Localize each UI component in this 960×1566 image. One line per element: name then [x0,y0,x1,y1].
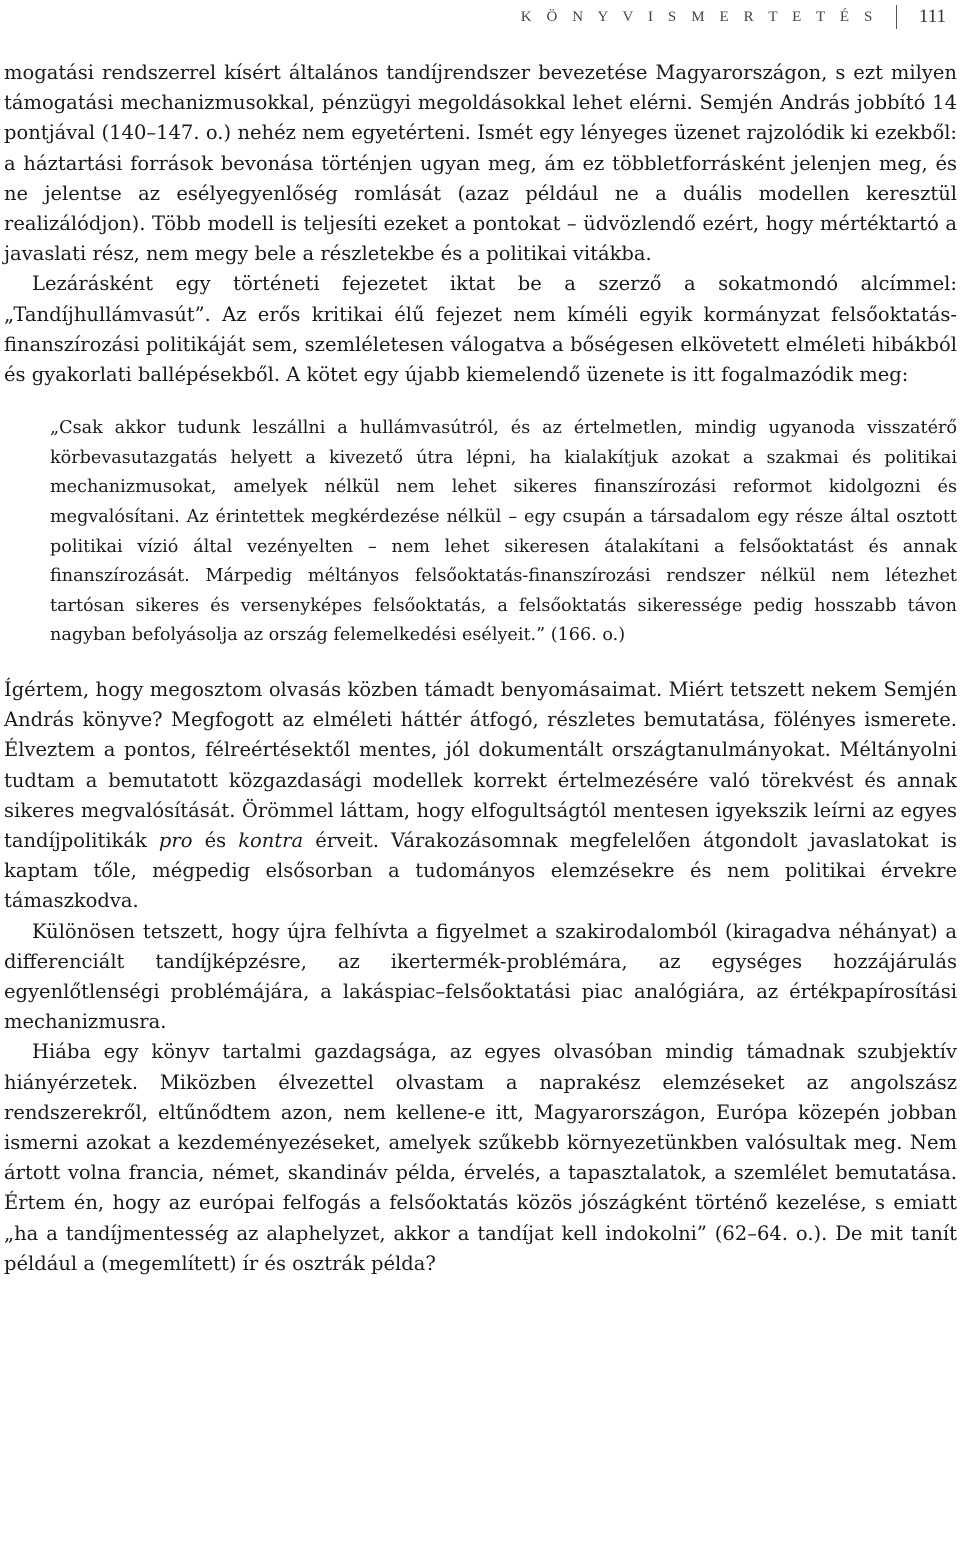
block-quote [50,414,957,651]
paragraph-3 [4,675,957,917]
paragraph-1: mogatási rendszerrel kísért általános tandíjrendszer bevezetése Magyarországon, s ezt milyen támogatási mechanizmusokkal, pénzügyi megoldásokkal lehet elérni. Semjén András jobbító 14 pontjával (140–147. o.) nehéz nem egyetérteni. Ismét egy lényeges üzenet rajzolódik ki ezekből: a háztartási források bevonása történjen ugyan meg, ám ez többletforrásként jelenjen meg, és ne jelentse az esélyegyenlőség romlását (azaz például ne a duális modellen keresztül realizálódjon). Több modell is teljesíti ezeket a pontokat – üdvözlendő ezért, hogy mértéktartó a javaslati rész, nem megy bele a részletekbe és a politikai vitákba. [4,61,957,266]
block-quote-text: „Csak akkor tudunk leszállni a hullámvasútról, és az értelmetlen, mindig ugyanoda visszatérő körbevasutazgatás helyett a kivezető útra lépni, ha kialakítjuk azokat a szakmai és politikai mechanizmusokat, amelyek nélkül nem lehet sikeres finanszírozási reformot kidolgozni és megvalósítani. Az érintettek megkérdezése nélkül – egy csupán a társadalom egy része által osztott politikai vízió által vezényelten – nem lehet sikeresen átalakítani a felsőoktatást és annak finanszírozását. Márpedig méltányos felsőoktatás-finanszírozási rendszer nélkül nem létezhet tartósan sikeres és versenyképes felsőoktatás, a felsőoktatás sikeressége pedig hosszabb távon nagyban befolyásolja az ország felemelkedési esélyeit.” (166. o.) [50,418,957,646]
running-head-divider [896,5,897,29]
paragraph-3-text-a: Ígértem, hogy megosztom olvasás közben támadt benyomásaimat. Miért tetszett nekem Semjén András könyve? Megfogott az elméleti háttér átfogó, részletes bemutatása, fölényes ismerete. Élveztem a pontos, félreértésektől mentes, jól dokumentált országtanulmányokat. Méltányolni tudtam a bemutatott közgazdasági modellek korrekt értelmezésére való törekvést és annak sikeres megvalósítását. Örömmel láttam, hogy elfogultságtól mentesen igyekszik leírni az egyes tandíjpolitikák [4,677,957,852]
running-head [521,4,946,30]
paragraph-5: Hiába egy könyv tartalmi gazdagsága, az egyes olvasóban mindig támadnak szubjektív hiányérzetek. Miközben élvezettel olvastam a naprakész elemzéseket az angolszász rendszerekről, eltűnődtem azon, nem kellene-e itt, Magyarországon, Európa közepén jobban ismerni azokat a kezdeményezéseket, amelyek szűkebb környezetünkben valósultak meg. Nem ártott volna francia, német, skandináv példa, érvelés, a tapasztalatok, a szemlélet bemutatása. Értem én, hogy az európai felfogás a felsőoktatás közös jószágként történő kezelése, s emiatt „ha a tandíjmentesség az alaphelyzet, akkor a tandíjat kell indokolni” (62–64. o.). De mit tanít például a (megemlített) ír és osztrák példa? [4,1040,957,1275]
paragraph-3-emphasis-pro: pro [158,829,193,852]
paragraph-3-text-b: érveit. Várakozásomnak megfelelően átgondolt javaslatokat is kaptam tőle, mégpedig elsősorban a tudományos elemzésekre és nem politikai érvekre támaszkodva. [4,829,957,913]
paragraph-3-emphasis-kontra: kontra [238,829,304,852]
page-number: 111 [918,6,946,27]
paragraph-3-conjunction: és [192,829,239,852]
paragraph-2: Lezárásként egy történeti fejezetet iktat be a szerző a sokatmondó alcímmel: „Tandíjhullámvasút”. Az erős kritikai élű fejezet nem kíméli egyik kormányzat felsőoktatás-finanszírozási politikáját sem, szemléletesen válogatva a bőségesen elkövetett elméleti hibákból és gyakorlati ballépésekből. A kötet egy újabb kiemelendő üzenete is itt fogalmazódik meg: [4,272,957,387]
paragraph-4: Különösen tetszett, hogy újra felhívta a figyelmet a szakirodalomból (kiragadva néhányat) a differenciált tandíjképzésre, az ikertermék-problémára, az egységes hozzájárulás egyenlőtlenségi problémájára, a lakáspiac–felsőoktatási piac analógiára, az értékpapírosítási mechanizmusra. [4,919,957,1034]
body-text [4,58,957,1279]
running-head-title: K Ö N Y V I S M E R T E T É S [520,8,878,25]
